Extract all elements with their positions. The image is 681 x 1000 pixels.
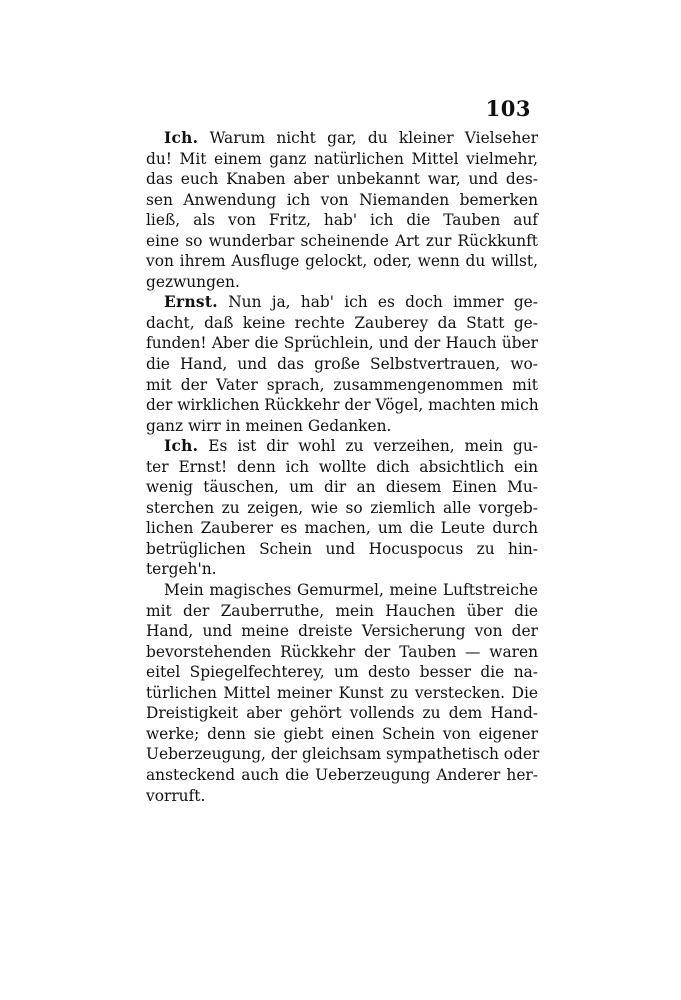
line-text: Nun ja, hab' ich es doch immer ge- (228, 293, 538, 312)
text-line: mit der Vater sprach, zusammengenommen mit (146, 375, 538, 394)
text-line: werke; denn sie giebt einen Schein von eigener (146, 724, 538, 743)
paragraph-2-line-1 (146, 292, 538, 313)
text-line: mit der Zauberruthe, mein Hauchen über die (146, 601, 538, 620)
text-line: funden! Aber die Sprüchlein, und der Hauch über (146, 334, 538, 353)
text-line: Ueberzeugung, der gleichsam sympathetisch oder (146, 745, 540, 764)
text-line: betrüglichen Schein und Hocuspocus zu hin- (146, 539, 538, 558)
text-line: ansteckend auch die Ueberzeugung Anderer her- (146, 765, 538, 784)
text-line: wenig täuschen, um dir an diesem Einen Mu- (146, 478, 538, 497)
text-line: sterchen zu zeigen, wie so ziemlich alle vorgeb- (146, 498, 538, 517)
text-line: Hand, und meine dreiste Versicherung von der (146, 622, 538, 641)
text-line: gezwungen. (146, 272, 240, 291)
text-line: sen Anwendung ich von Niemanden bemerken (146, 190, 538, 209)
line-text: Mein magisches Gemurmel, meine Luftstreiche (164, 581, 538, 600)
text-line: das euch Knaben aber unbekannt war, und des- (146, 170, 538, 189)
body-text (146, 128, 538, 806)
speaker-label: Ernst. (164, 293, 218, 312)
text-line: der wirklichen Rückkehr der Vögel, machten mich (146, 396, 539, 415)
text-line: ter Ernst! denn ich wollte dich absichtlich ein (146, 457, 538, 476)
text-line: ließ, als von Fritz, hab' ich die Tauben auf (146, 211, 538, 230)
paragraph-4-line-1 (146, 580, 538, 601)
text-line: eine so wunderbar scheinende Art zur Rückkunft (146, 231, 538, 250)
paragraph-1-line-1 (146, 128, 538, 149)
page-number: 103 (485, 96, 531, 121)
line-text: Warum nicht gar, du kleiner Vielseher (209, 129, 538, 147)
text-line: bevorstehenden Rückkehr der Tauben — waren (146, 642, 538, 661)
text-line: dacht, daß keine rechte Zauberey da Statt ge- (146, 313, 538, 332)
text-line: lichen Zauberer es machen, um die Leute durch (146, 519, 538, 538)
text-line: ganz wirr in meinen Gedanken. (146, 416, 392, 435)
text-line: Dreistigkeit aber gehört vollends zu dem Hand- (146, 704, 538, 723)
text-line: tergeh'n. (146, 560, 217, 579)
paragraph-3-line-1 (146, 436, 538, 457)
text-line: eitel Spiegelfechterey, um desto besser die na- (146, 663, 538, 682)
text-line: von ihrem Ausfluge gelockt, oder, wenn du willst, (146, 252, 538, 271)
speaker-label: Ich. (164, 437, 199, 456)
speaker-label: Ich. (164, 129, 199, 147)
text-line: die Hand, und das große Selbstvertrauen, wo- (146, 355, 538, 374)
text-line: du! Mit einem ganz natürlichen Mittel vielmehr, (146, 149, 538, 168)
line-text: Es ist dir wohl zu verzeihen, mein gu- (208, 437, 538, 456)
text-line: vorruft. (146, 786, 206, 805)
text-line: türlichen Mittel meiner Kunst zu verstecken. Die (146, 683, 538, 702)
